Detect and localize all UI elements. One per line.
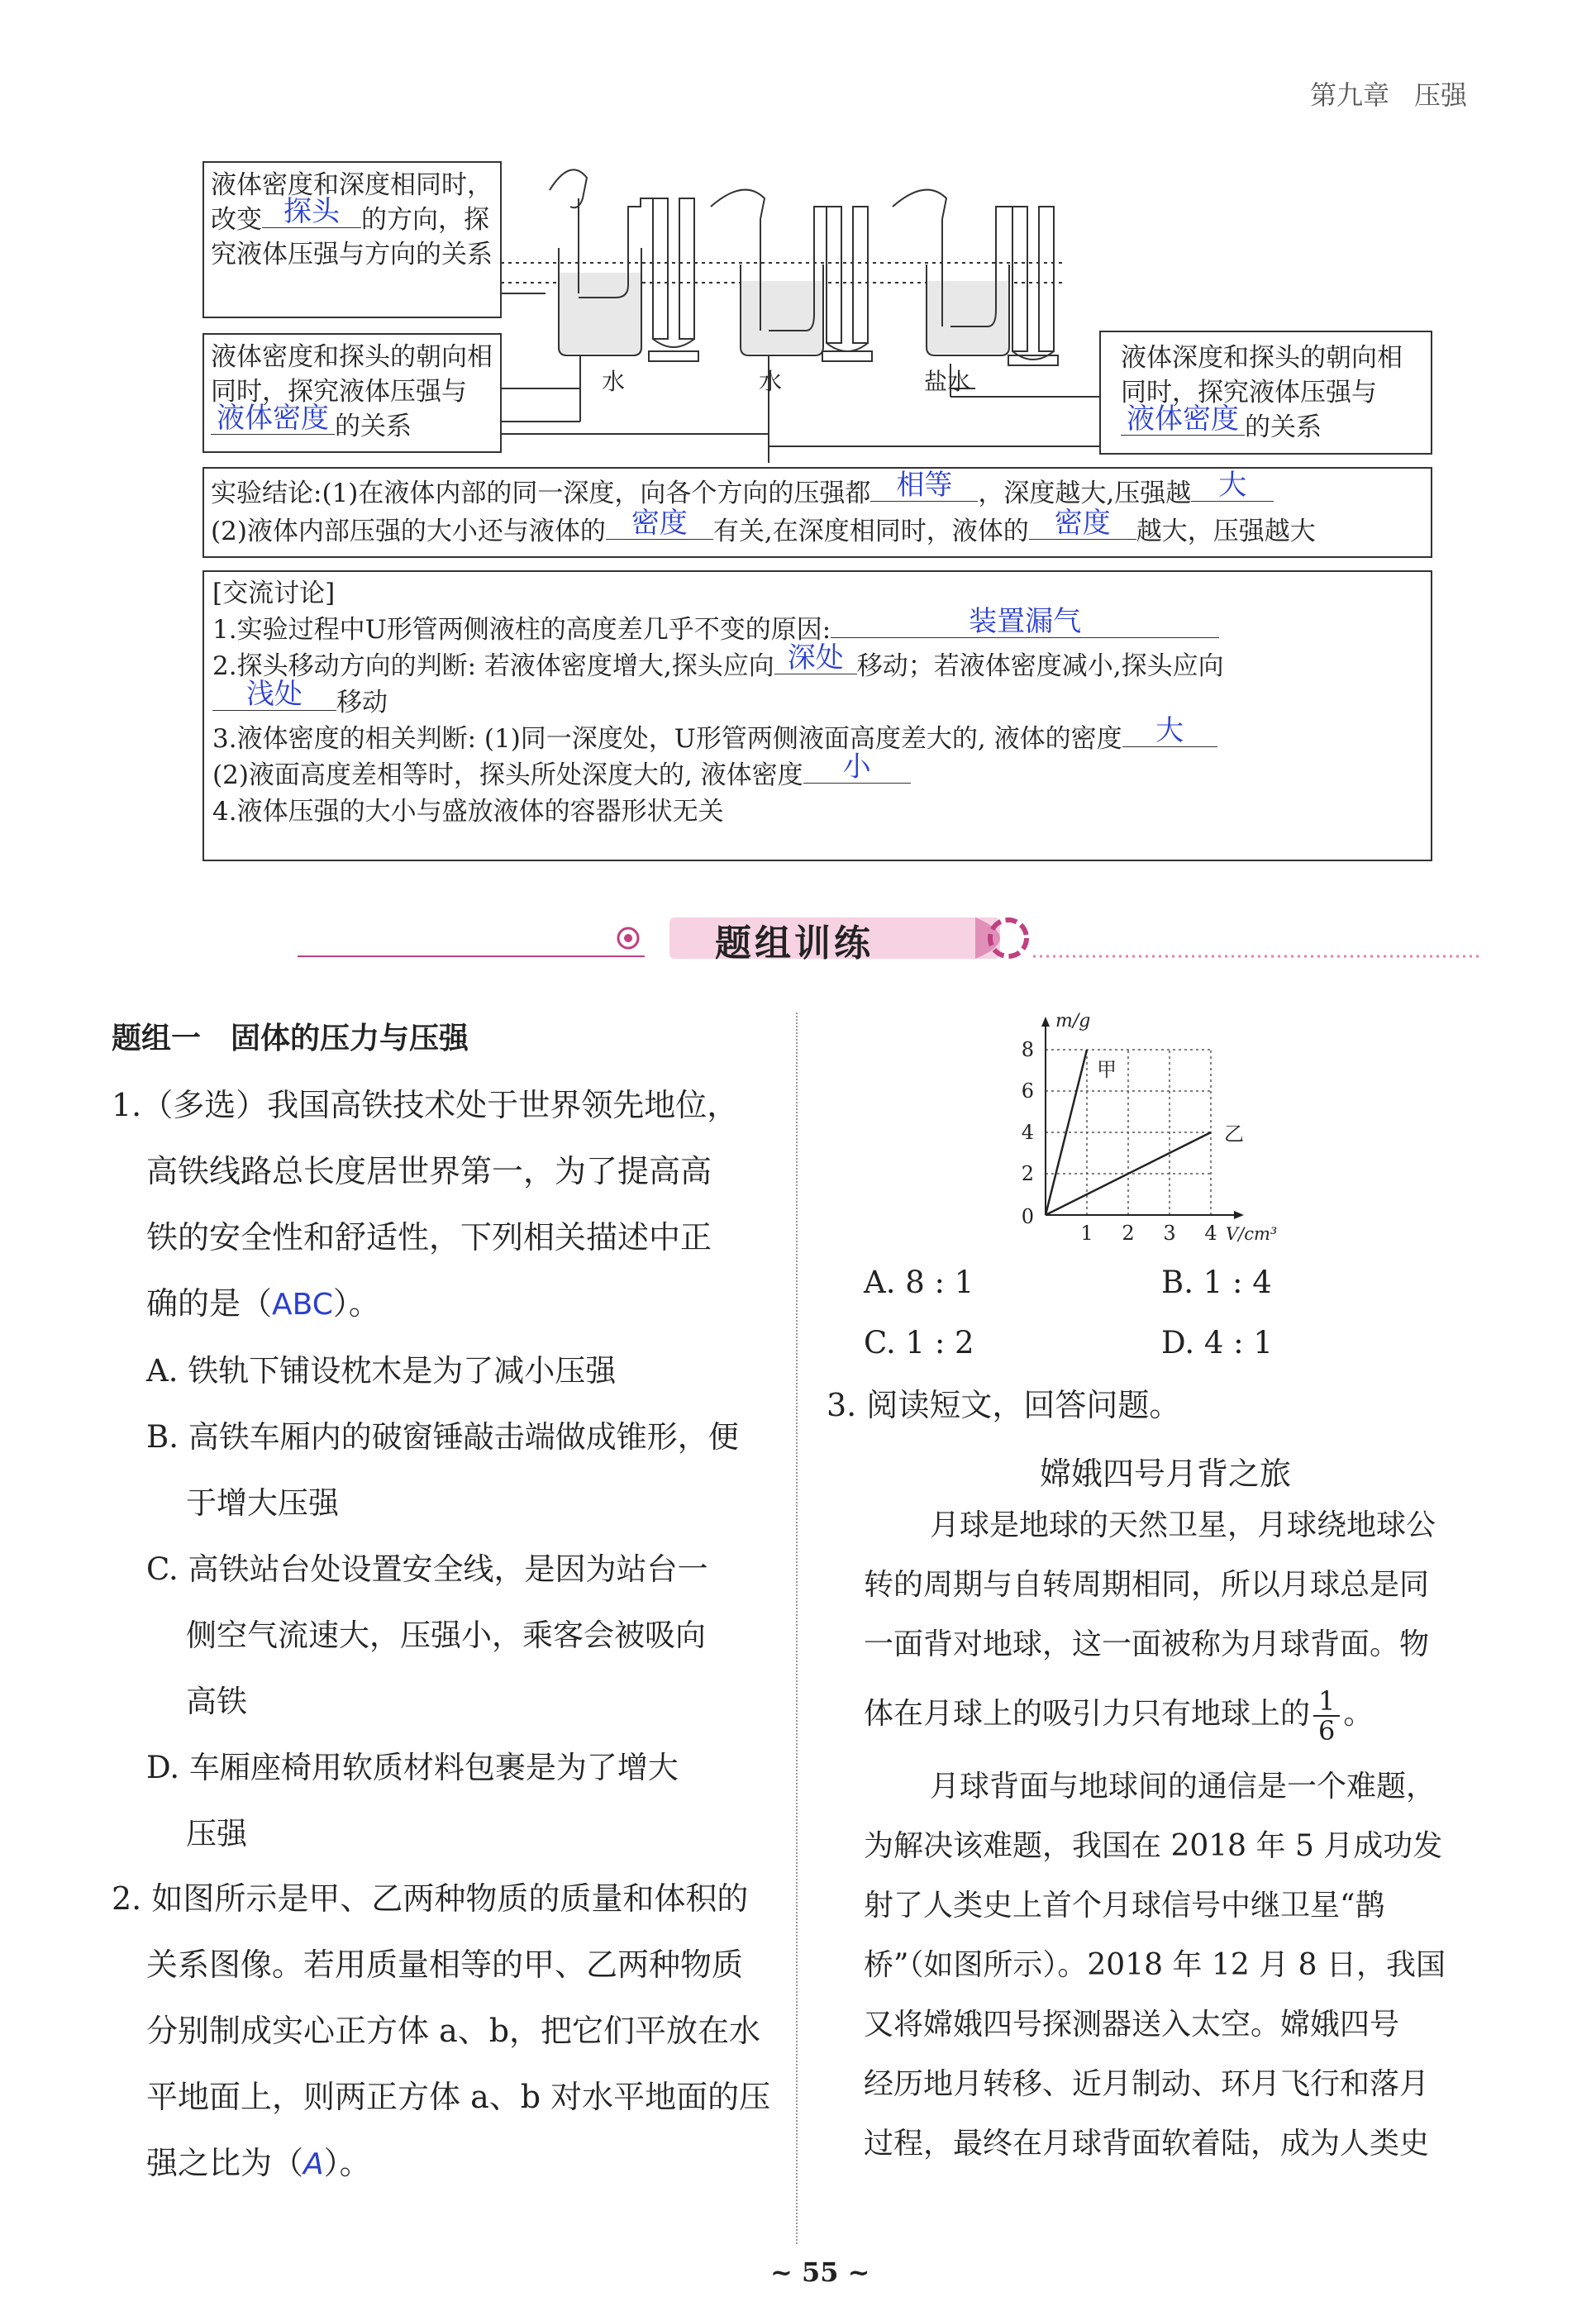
- fraction-numerator: 1: [1313, 1687, 1340, 1717]
- group-heading: 题组一 固体的压力与压强: [112, 1022, 469, 1055]
- beaker-label-3: 盐水: [924, 368, 971, 395]
- box-direction-text-a: 液体密度和深度相同时，改变: [211, 170, 493, 235]
- chapter-title: 压强: [1414, 79, 1468, 111]
- section-banner: [289, 905, 1488, 971]
- discussion-box: [202, 570, 1432, 861]
- q1-option-b: B. 高铁车厢内的破窗锤敲击端做成锥形，便: [146, 1419, 739, 1455]
- conclusion-line-2: [211, 507, 1424, 550]
- q2-stem-end: 强之比为（: [146, 2145, 304, 2181]
- q2-line-3: 分别制成实心正方体 a、b，把它们平放在水: [146, 2013, 761, 2049]
- q2-line-4: 平地面上，则两正方体 a、b 对水平地面的压: [146, 2079, 771, 2115]
- conclusion-text-2c: 越大，压强越大: [1136, 517, 1316, 546]
- answer-larger: 大: [1155, 714, 1184, 747]
- box-density-left-text-a: 液体密度和探头的朝向相同时，探究液体压强与: [211, 342, 493, 407]
- conclusion-text-2b: 有关,在深度相同时，液体的: [712, 517, 1029, 546]
- q1-option-a: A. 铁轨下铺设枕木是为了减小压强: [146, 1353, 617, 1389]
- x-axis-label: V/cm³: [1226, 1224, 1278, 1244]
- q1-option-d-cont: 压强: [186, 1816, 247, 1851]
- origin-label: 0: [1021, 1205, 1034, 1228]
- q2-paren-close: ）。: [323, 2145, 371, 2181]
- column-divider: [796, 1013, 798, 2244]
- q1-paren-close: ）。: [332, 1285, 380, 1322]
- q2-line-5: [112, 2130, 773, 2198]
- q1-option-c: C. 高铁站台处设置安全线，是因为站台一: [146, 1551, 708, 1587]
- answer-density-2: 密度: [1054, 507, 1111, 540]
- page-number: ~ 55 ~: [770, 2256, 870, 2288]
- q3-p1-line-2: 转的周期与自转周期相同，所以月球总是同: [864, 1568, 1430, 1602]
- y-tick-label: 6: [1021, 1079, 1034, 1103]
- answer-shallower: 浅处: [246, 678, 303, 711]
- q1-line-4: [112, 1270, 773, 1338]
- answer-density-right: 液体密度: [1127, 403, 1239, 436]
- q2-line-2: 关系图像。若用质量相等的甲、乙两种物质: [146, 1946, 744, 1983]
- q3-p2-line-7: 过程，最终在月球背面软着陆，成为人类史: [864, 2127, 1430, 2161]
- q3-p2-line-3: 射了人类史上首个月球信号中继卫星“鹊: [864, 1889, 1385, 1923]
- conclusion-box: [202, 467, 1432, 558]
- fraction-denominator: 6: [1318, 1715, 1336, 1746]
- q3-article-title: 嫦娥四号月背之旅: [1040, 1456, 1292, 1492]
- y-axis-label: m/g: [1055, 1011, 1091, 1032]
- q2-option-c: C. 1 : 2: [864, 1325, 974, 1360]
- q1-option-b-cont: 于增大压强: [186, 1485, 339, 1521]
- series-label-jia: 甲: [1097, 1058, 1117, 1081]
- box-density-left-text-b: 的关系: [335, 412, 412, 441]
- q2-option-d: D. 4 : 1: [1161, 1325, 1273, 1360]
- discussion-item-4: 4.液体压强的大小与盛放液体的容器形状无关: [212, 797, 724, 827]
- box-density-left: [202, 333, 502, 453]
- q3-p2-line-1: 月球背面与地球间的通信是一个难题，: [930, 1770, 1436, 1804]
- discussion-title: [交流讨论]: [212, 579, 336, 608]
- answer-probe: 探头: [283, 195, 340, 228]
- answer-large: 大: [1218, 469, 1247, 502]
- q3-p2-line-2: 为解决该难题，我国在 2018 年 5 月成功发: [864, 1829, 1443, 1863]
- box-direction: [202, 161, 502, 318]
- discussion-text-3b: (2)液面高度差相等时，探头所处深度大的, 液体密度: [212, 760, 803, 790]
- discussion-text-1: 1.实验过程中U形管两侧液柱的高度差几乎不变的原因:: [212, 615, 831, 645]
- q3-p2-line-5: 又将嫦娥四号探测器送入太空。嫦娥四号: [864, 2008, 1400, 2042]
- box-direction-text-b: 的方向，探究液体压强与方向的关系: [211, 205, 493, 269]
- x-tick-label: 2: [1122, 1222, 1135, 1245]
- answer-density-left: 液体密度: [217, 402, 329, 435]
- answer-leak: 装置漏气: [969, 605, 1082, 638]
- answer-smaller: 小: [842, 750, 871, 784]
- y-tick-label: 2: [1021, 1162, 1034, 1185]
- apparatus-1: [550, 169, 698, 361]
- y-axis-arrow: [1041, 1017, 1050, 1027]
- discussion-item-2: [212, 641, 1422, 684]
- answer-equal: 相等: [896, 469, 953, 502]
- question-2: [112, 1865, 773, 2198]
- q1-line-3: 铁的安全性和舒适性，下列相关描述中正: [146, 1219, 712, 1256]
- fraction-one-sixth: [1313, 1687, 1340, 1745]
- q1-line-1: 1.（多选）我国高铁技术处于世界领先地位，: [112, 1087, 739, 1123]
- q1-option-c-cont: 侧空气流速大，压强小，乘客会被吸向: [186, 1618, 706, 1653]
- q3-p2-line-6: 经历地月转移、近月制动、环月飞行和落月: [864, 2067, 1430, 2101]
- conclusion-text-1b: ，深度越大,压强越: [978, 479, 1192, 508]
- discussion-item-3: [212, 714, 1422, 757]
- q3-p1-end: 。: [1343, 1697, 1374, 1731]
- y-tick-label: 8: [1021, 1038, 1034, 1061]
- q3-p1-line-4-text: 体在月球上的吸引力只有地球上的: [864, 1697, 1311, 1731]
- q3-intro: 3. 阅读短文，回答问题。: [827, 1387, 1181, 1423]
- q1-line-2: 高铁线路总长度居世界第一，为了提高高: [146, 1153, 712, 1189]
- q2-line-1: 2. 如图所示是甲、乙两种物质的质量和体积的: [112, 1880, 749, 1917]
- box-depth-right: [1099, 331, 1432, 455]
- discussion-item-2-cont: [212, 678, 1422, 721]
- q1-answer: ABC: [272, 1288, 333, 1322]
- discussion-text-3a: 3.液体密度的相关判断: (1)同一深度处，U形管两侧液面高度差大的, 液体的密度: [212, 724, 1122, 754]
- discussion-text-2a: 2.探头移动方向的判断: 若液体密度增大,探头应向: [212, 651, 774, 681]
- box-depth-right-text-b: 的关系: [1245, 412, 1322, 442]
- beaker-label-1: 水: [602, 368, 626, 395]
- q1-option-c-cont2: 高铁: [186, 1684, 247, 1719]
- q3-p1-line-1: 月球是地球的天然卫星，月球绕地球公: [930, 1508, 1436, 1542]
- q3-article: [864, 1496, 1492, 2174]
- q2-option-b: B. 1 : 4: [1161, 1265, 1272, 1300]
- discussion-text-2c: 移动: [336, 688, 388, 717]
- discussion-item-3b: [212, 750, 1422, 793]
- q1-option-d: D. 车厢座椅用软质材料包裹是为了增大: [146, 1750, 679, 1785]
- apparatus-3: [893, 190, 1058, 365]
- discussion-text-2b: 移动；若液体密度减小,探头应向: [856, 651, 1224, 681]
- q3-p2-line-4: 桥”（如图所示）。2018 年 12 月 8 日，我国: [864, 1948, 1446, 1982]
- y-tick-label: 4: [1021, 1121, 1034, 1144]
- box-depth-right-text-a: 液体深度和探头的朝向相同时，探究液体压强与: [1121, 343, 1403, 407]
- q2-answer: A: [303, 2147, 324, 2181]
- answer-deeper: 深处: [787, 641, 844, 674]
- chapter-number: 第九章: [1310, 79, 1390, 111]
- x-axis-arrow: [1234, 1211, 1244, 1219]
- q2-option-a: A. 8 : 1: [864, 1265, 974, 1300]
- mass-volume-chart: [1008, 1004, 1339, 1252]
- x-tick-label: 1: [1080, 1222, 1093, 1245]
- series-label-yi: 乙: [1224, 1122, 1244, 1146]
- apparatus-2: [711, 190, 872, 361]
- conclusion-line-1: [211, 469, 1424, 513]
- question-1: [112, 1072, 773, 1867]
- section-title: 题组训练: [715, 922, 874, 965]
- answer-density-1: 密度: [631, 507, 688, 540]
- x-tick-label: 4: [1204, 1222, 1217, 1245]
- q3-p1-line-3: 一面背对地球，这一面被称为月球背面。物: [864, 1627, 1430, 1661]
- beaker-label-2: 水: [759, 368, 783, 395]
- q1-stem-end: 确的是（: [146, 1285, 273, 1322]
- conclusion-text-2a: (2)液体内部压强的大小还与液体的: [211, 517, 606, 546]
- x-tick-label: 3: [1163, 1222, 1176, 1245]
- q3-p1-line-4: [864, 1675, 1492, 1754]
- conclusion-text-1a: 实验结论:(1)在液体内部的同一深度，向各个方向的压强都: [211, 479, 871, 508]
